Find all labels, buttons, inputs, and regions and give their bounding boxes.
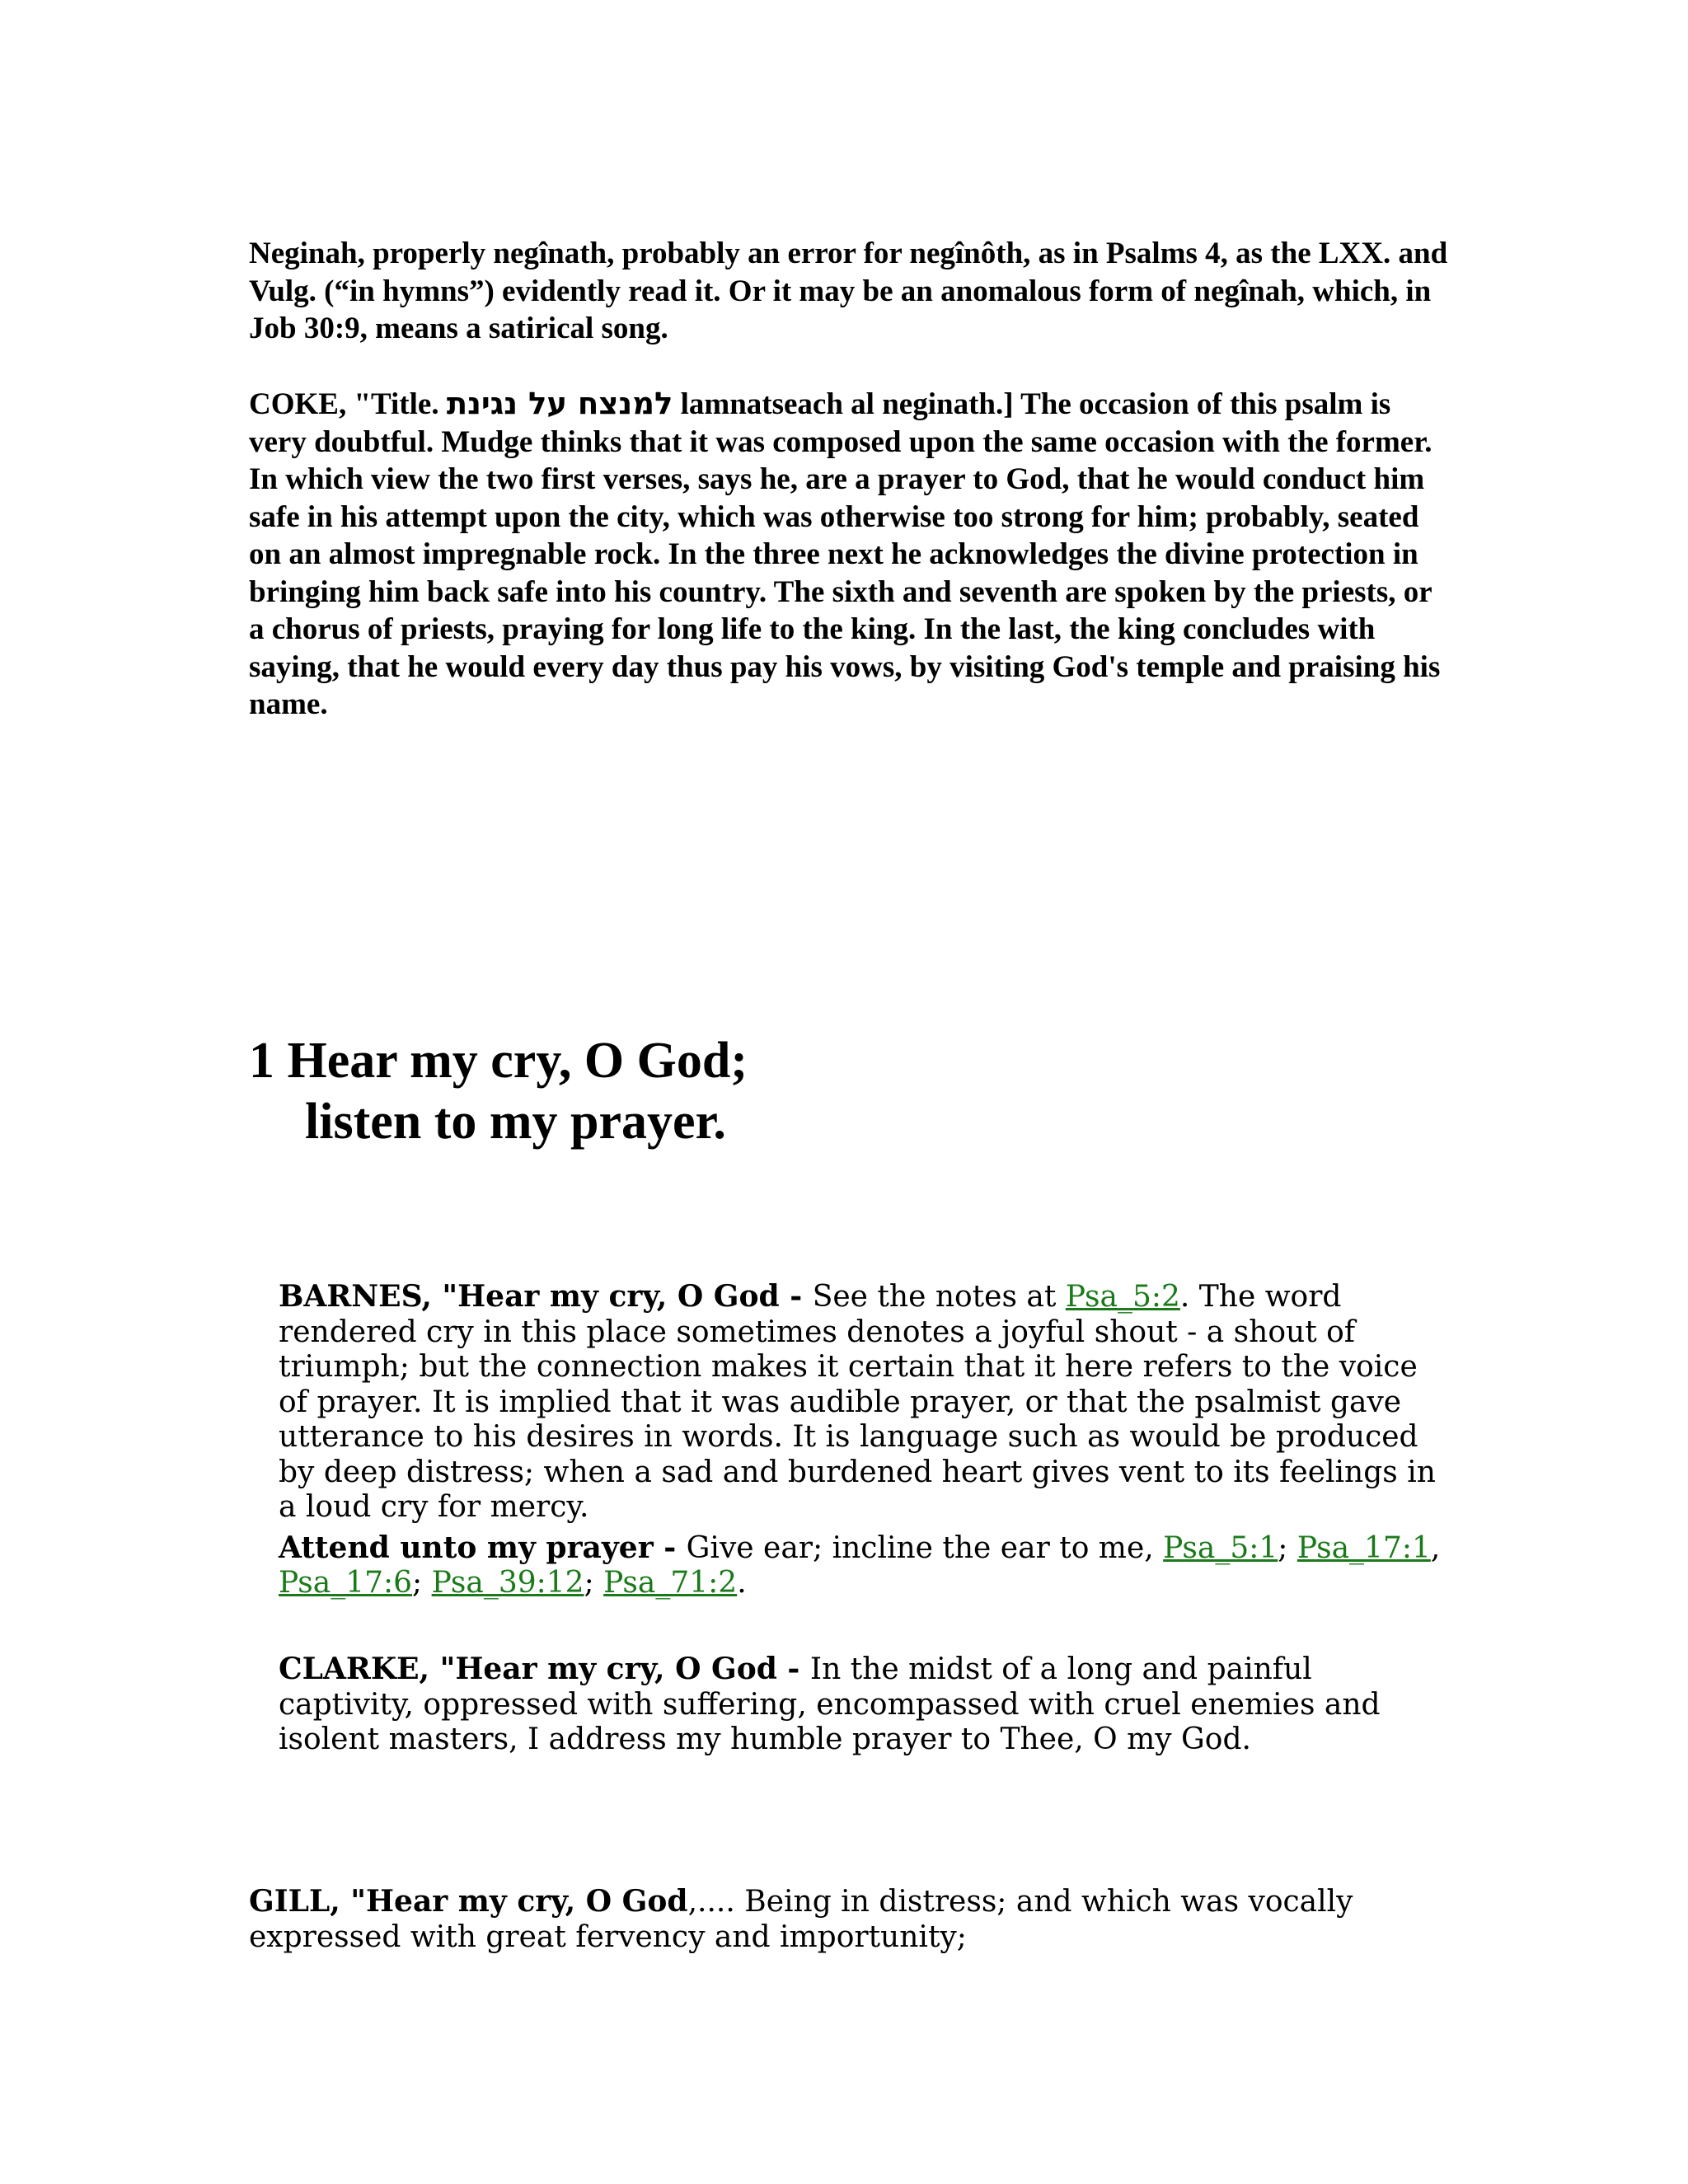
- scripture-link-psa-17-1[interactable]: Psa_17:1: [1296, 1530, 1431, 1565]
- clarke-lead: CLARKE, "Hear my cry, O God -: [279, 1652, 810, 1686]
- barnes-commentary: [249, 1279, 1452, 1601]
- verse-line-2: listen to my prayer.: [305, 1094, 726, 1150]
- gill-paragraph: [249, 1884, 1452, 1955]
- clarke-paragraph: [249, 1652, 1452, 1758]
- coke-prefix: COKE, "Title.: [249, 387, 447, 421]
- barnes-paragraph: [249, 1279, 1452, 1526]
- coke-paragraph: [249, 385, 1452, 724]
- ref-end: .: [737, 1566, 747, 1600]
- barnes-lead: BARNES, "Hear my cry, O God -: [279, 1279, 813, 1314]
- coke-commentary: [249, 385, 1452, 724]
- clarke-commentary: [249, 1652, 1452, 1758]
- ref-separator: ;: [1278, 1530, 1297, 1565]
- scripture-link-psa-17-6[interactable]: Psa_17:6: [279, 1566, 413, 1600]
- scripture-link-psa-5-1[interactable]: Psa_5:1: [1163, 1530, 1278, 1565]
- attend-text: Give ear; incline the ear to me,: [686, 1530, 1164, 1565]
- intro-text: Neginah, properly negînath, probably an error for negînôth, as in Psalms 4, as the LXX. and Vulg. (“in hymns”) evidently read it. Or it may be an anomalous form of negînah, which, in Job 30:9, means a satirical song.: [249, 237, 1448, 345]
- scripture-link-psa-71-2[interactable]: Psa_71:2: [603, 1566, 738, 1600]
- verse-line-1: 1 Hear my cry, O God;: [249, 1033, 748, 1089]
- coke-text: lamnatseach al neginath.] The occasion of this psalm is very doubtful. Mudge thinks that it was composed upon the same occasion with the former. In which view the two first verses, says he, are a prayer to God, that he would conduct him safe in his attempt upon the city, which was otherwise too strong for him; probably, seated on an almost impregnable rock. In the three next he acknowledges the divine protection in bringing him back safe into his country. The sixth and seventh are spoken by the priests, or a chorus of priests, praying for long life to the king. In the last, the king concludes with saying, that he would every day thus pay his vows, by visiting God's temple and praising his name.: [249, 387, 1441, 721]
- coke-hebrew-title: למנצח על נגינת: [446, 386, 673, 421]
- attend-lead: Attend unto my prayer -: [279, 1530, 687, 1565]
- ref-separator: ,: [1430, 1530, 1441, 1565]
- gill-lead: GILL, "Hear my cry, O God: [249, 1884, 688, 1919]
- gill-text: ,.... Being in distress; and which was vocally expressed with great fervency and importunity;: [249, 1885, 1353, 1954]
- verse-heading: [249, 1030, 1452, 1152]
- barnes-attend-paragraph: [249, 1530, 1452, 1601]
- ref-separator: ;: [412, 1566, 432, 1600]
- barnes-text-before-ref: See the notes at: [812, 1280, 1066, 1314]
- barnes-text: . The word rendered cry in this place sometimes denotes a joyful shout - a shout of triumph; but the connection makes it certain that it here refers to the voice of prayer. It is implied that it was audible prayer, or that the psalmist gave utterance to his desires in words. It is language such as would be produced by deep distress; when a sad and burdened heart gives vent to its feelings in a loud cry for mercy.: [279, 1280, 1436, 1524]
- ref-separator: ;: [584, 1566, 604, 1600]
- scripture-link-psa-39-12[interactable]: Psa_39:12: [431, 1566, 584, 1600]
- gill-commentary: [249, 1884, 1452, 1955]
- intro-paragraph: [249, 235, 1452, 348]
- scripture-link-psa-5-2[interactable]: Psa_5:2: [1065, 1280, 1180, 1314]
- clarke-text: In the midst of a long and painful captivity, oppressed with suffering, encompassed with cruel enemies and isolent masters, I address my humble prayer to Thee, O my God.: [279, 1652, 1381, 1756]
